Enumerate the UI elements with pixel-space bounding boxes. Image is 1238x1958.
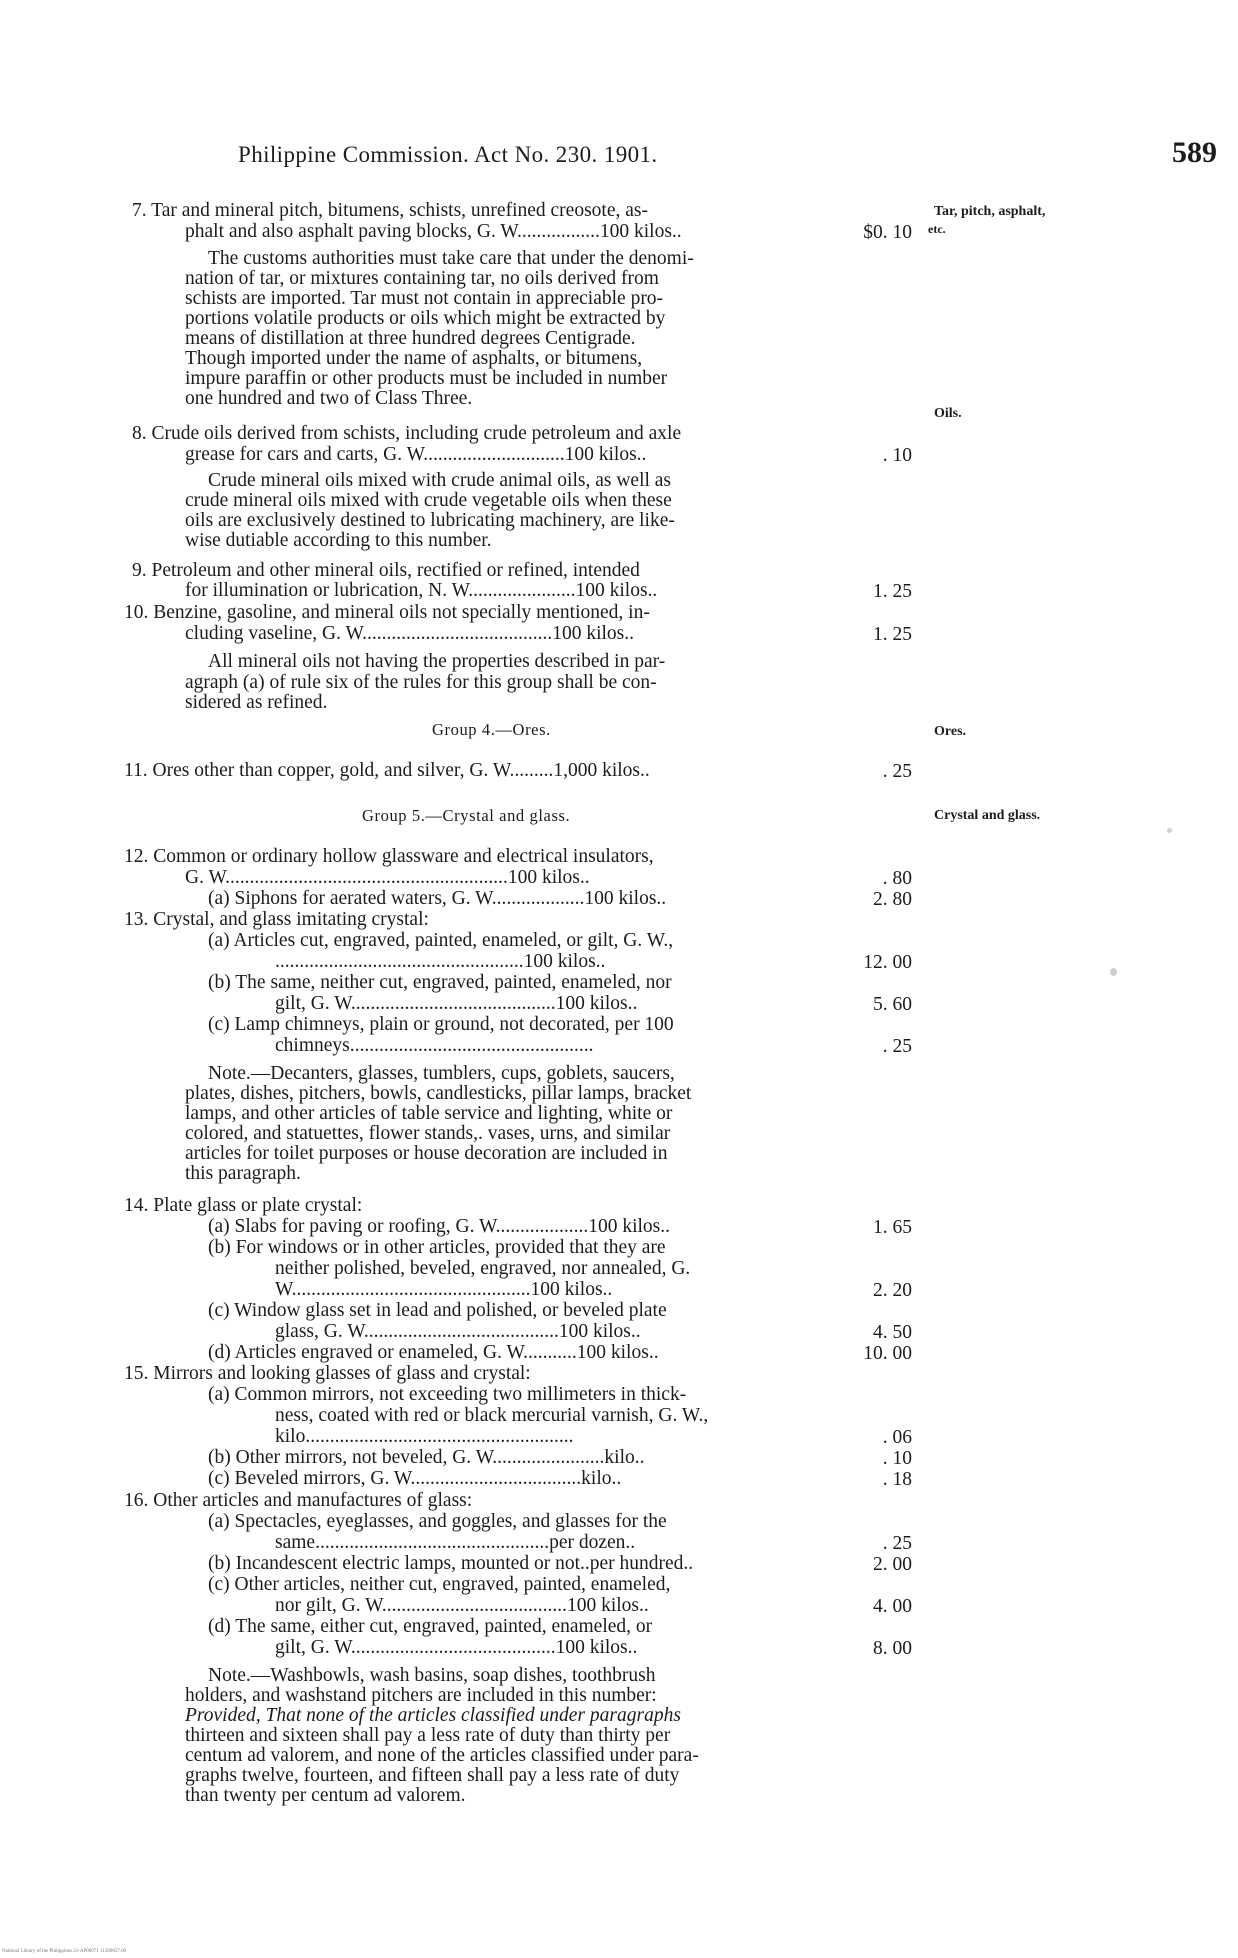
body-line: crude mineral oils mixed with crude vegetable oils when these	[185, 490, 672, 511]
body-line: 14. Plate glass or plate crystal:	[124, 1195, 363, 1216]
body-line: one hundred and two of Class Three.	[185, 388, 473, 409]
footer-note: National Library of the Philippines 21-AP00071 11300057.00	[2, 1949, 127, 1954]
body-line: colored, and statuettes, flower stands,. vases, urns, and similar	[185, 1123, 671, 1144]
body-line: centum ad valorem, and none of the articles classified under para-	[185, 1745, 699, 1766]
rate-value: 4. 50	[873, 1322, 912, 1343]
body-line: sidered as refined.	[185, 692, 328, 713]
rate-value: . 10	[882, 1448, 912, 1469]
body-line: W.................................................100 kilos..	[275, 1279, 613, 1300]
body-line: 12. Common or ordinary hollow glassware and electrical insulators,	[124, 846, 654, 867]
body-line: The customs authorities must take care that under the denomi-	[208, 248, 694, 269]
body-line: (b) For windows or in other articles, provided that they are	[208, 1237, 666, 1258]
body-line: (a) Spectacles, eyeglasses, and goggles, and glasses for the	[208, 1511, 667, 1532]
body-line: All mineral oils not having the properties described in par-	[208, 651, 666, 672]
body-line: impure paraffin or other products must be included in number	[185, 368, 668, 389]
body-line: Provided, That none of the articles classified under paragraphs	[185, 1705, 681, 1726]
body-line: (c) Beveled mirrors, G. W...................................kilo..	[208, 1468, 622, 1489]
side-note-ores: Ores.	[934, 724, 967, 739]
rate-value: . 10	[882, 445, 912, 466]
rate-value: 8. 00	[873, 1638, 912, 1659]
body-line: glass, G. W........................................100 kilos..	[275, 1321, 641, 1342]
body-line: (d) Articles engraved or enameled, G. W...........100 kilos..	[208, 1342, 659, 1363]
body-line: Note.—Decanters, glasses, tumblers, cups, goblets, saucers,	[208, 1063, 675, 1084]
body-line: wise dutiable according to this number.	[185, 530, 492, 551]
body-line: phalt and also asphalt paving blocks, G. W.................100 kilos..	[185, 221, 682, 242]
rate-value: 5. 60	[873, 994, 912, 1015]
body-line: kilo.......................................................	[275, 1426, 574, 1447]
scan-speck	[1110, 968, 1117, 976]
body-line: (b) Incandescent electric lamps, mounted or not..per hundred..	[208, 1553, 694, 1574]
body-line: lamps, and other articles of table service and lighting, white or	[185, 1103, 673, 1124]
body-line: 16. Other articles and manufactures of glass:	[124, 1490, 473, 1511]
body-line: holders, and washstand pitchers are included in this number:	[185, 1685, 657, 1706]
body-line: ness, coated with red or black mercurial varnish, G. W.,	[275, 1405, 709, 1426]
body-line: (d) The same, either cut, engraved, painted, enameled, or	[208, 1616, 653, 1637]
body-line: cluding vaseline, G. W.......................................100 kilos..	[185, 623, 635, 644]
rate-value: 2. 00	[873, 1554, 912, 1575]
rate-value: 12. 00	[863, 952, 912, 973]
rate-value: . 80	[882, 868, 912, 889]
body-line: agraph (a) of rule six of the rules for this group shall be con-	[185, 672, 657, 693]
body-line: for illumination or lubrication, N. W......................100 kilos..	[185, 580, 658, 601]
rate-value: 4. 00	[873, 1596, 912, 1617]
body-line: (a) Slabs for paving or roofing, G. W...................100 kilos..	[208, 1216, 671, 1237]
body-line: Note.—Washbowls, wash basins, soap dishes, toothbrush	[208, 1665, 656, 1686]
body-line: 13. Crystal, and glass imitating crystal:	[124, 909, 429, 930]
body-line: 9. Petroleum and other mineral oils, rectified or refined, intended	[132, 560, 640, 581]
body-line: 8. Crude oils derived from schists, including crude petroleum and axle	[132, 423, 682, 444]
body-line: neither polished, beveled, engraved, nor annealed, G.	[275, 1258, 691, 1279]
side-note-etc: etc.	[928, 222, 946, 236]
rate-value: 1. 65	[873, 1217, 912, 1238]
body-line: Crude mineral oils mixed with crude animal oils, as well as	[208, 470, 672, 491]
body-line: (a) Siphons for aerated waters, G. W...................100 kilos..	[208, 888, 667, 909]
body-line: gilt, G. W..........................................100 kilos..	[275, 993, 638, 1014]
scan-speck	[1167, 828, 1172, 833]
body-line: (a) Common mirrors, not exceeding two millimeters in thick-	[208, 1384, 687, 1405]
rate-value: 1. 25	[873, 624, 912, 645]
side-note-tar: Tar, pitch, asphalt,	[934, 204, 1046, 219]
body-line: 7. Tar and mineral pitch, bitumens, schists, unrefined creosote, as-	[132, 200, 648, 221]
body-line: means of distillation at three hundred degrees Centigrade.	[185, 328, 636, 349]
side-note-oils: Oils.	[934, 406, 962, 421]
rate-value: . 25	[882, 1533, 912, 1554]
page-number: 589	[1172, 136, 1217, 169]
body-line: schists are imported. Tar must not contain in appreciable pro-	[185, 288, 664, 309]
side-note-crystal-glass: Crystal and glass.	[934, 808, 1041, 823]
body-line: (a) Articles cut, engraved, painted, enameled, or gilt, G. W.,	[208, 930, 674, 951]
body-line: graphs twelve, fourteen, and fifteen shall pay a less rate of duty	[185, 1765, 680, 1786]
body-line: (b) Other mirrors, not beveled, G. W.......................kilo..	[208, 1447, 645, 1468]
body-line: chimneys..................................................	[275, 1035, 594, 1056]
rate-value: 2. 20	[873, 1280, 912, 1301]
body-line: (c) Other articles, neither cut, engraved, painted, enameled,	[208, 1574, 671, 1595]
rate-value: 2. 80	[873, 889, 912, 910]
body-line: plates, dishes, pitchers, bowls, candlesticks, pillar lamps, bracket	[185, 1083, 692, 1104]
body-line: gilt, G. W..........................................100 kilos..	[275, 1637, 638, 1658]
body-line: oils are exclusively destined to lubricating machinery, are like-	[185, 510, 675, 531]
body-line: (c) Window glass set in lead and polished, or beveled plate	[208, 1300, 667, 1321]
body-line: nor gilt, G. W......................................100 kilos..	[275, 1595, 649, 1616]
group-heading-ores: Group 4.—Ores.	[432, 720, 551, 739]
body-line: 11. Ores other than copper, gold, and silver, G. W.........1,000 kilos..	[124, 760, 650, 781]
body-line: 15. Mirrors and looking glasses of glass and crystal:	[124, 1363, 531, 1384]
rate-value: . 25	[882, 1036, 912, 1057]
rate-value: . 18	[882, 1469, 912, 1490]
body-line: thirteen and sixteen shall pay a less rate of duty than thirty per	[185, 1725, 671, 1746]
body-line: grease for cars and carts, G. W.............................100 kilos..	[185, 444, 647, 465]
running-title: Philippine Commission. Act No. 230. 1901.	[238, 142, 658, 167]
body-line: portions volatile products or oils which might be extracted by	[185, 308, 666, 329]
body-line: Though imported under the name of asphalts, or bitumens,	[185, 348, 643, 369]
body-line: this paragraph.	[185, 1163, 301, 1184]
body-line: same................................................per dozen..	[275, 1532, 636, 1553]
rate-value: $0. 10	[863, 222, 912, 243]
body-line: ...................................................100 kilos..	[275, 951, 606, 972]
body-line: (b) The same, neither cut, engraved, painted, enameled, nor	[208, 972, 672, 993]
rate-value: . 25	[882, 761, 912, 782]
body-line: (c) Lamp chimneys, plain or ground, not decorated, per 100	[208, 1014, 674, 1035]
body-line: 10. Benzine, gasoline, and mineral oils not specially mentioned, in-	[124, 602, 650, 623]
rate-value: . 06	[882, 1427, 912, 1448]
body-line: articles for toilet purposes or house decoration are included in	[185, 1143, 668, 1164]
body-line: nation of tar, or mixtures containing tar, no oils derived from	[185, 268, 659, 289]
body-line: than twenty per centum ad valorem.	[185, 1785, 466, 1806]
rate-value: 10. 00	[863, 1343, 912, 1364]
group-heading-crystal-glass: Group 5.—Crystal and glass.	[362, 806, 571, 825]
rate-value: 1. 25	[873, 581, 912, 602]
body-line: G. W..........................................................100 kilos..	[185, 867, 590, 888]
